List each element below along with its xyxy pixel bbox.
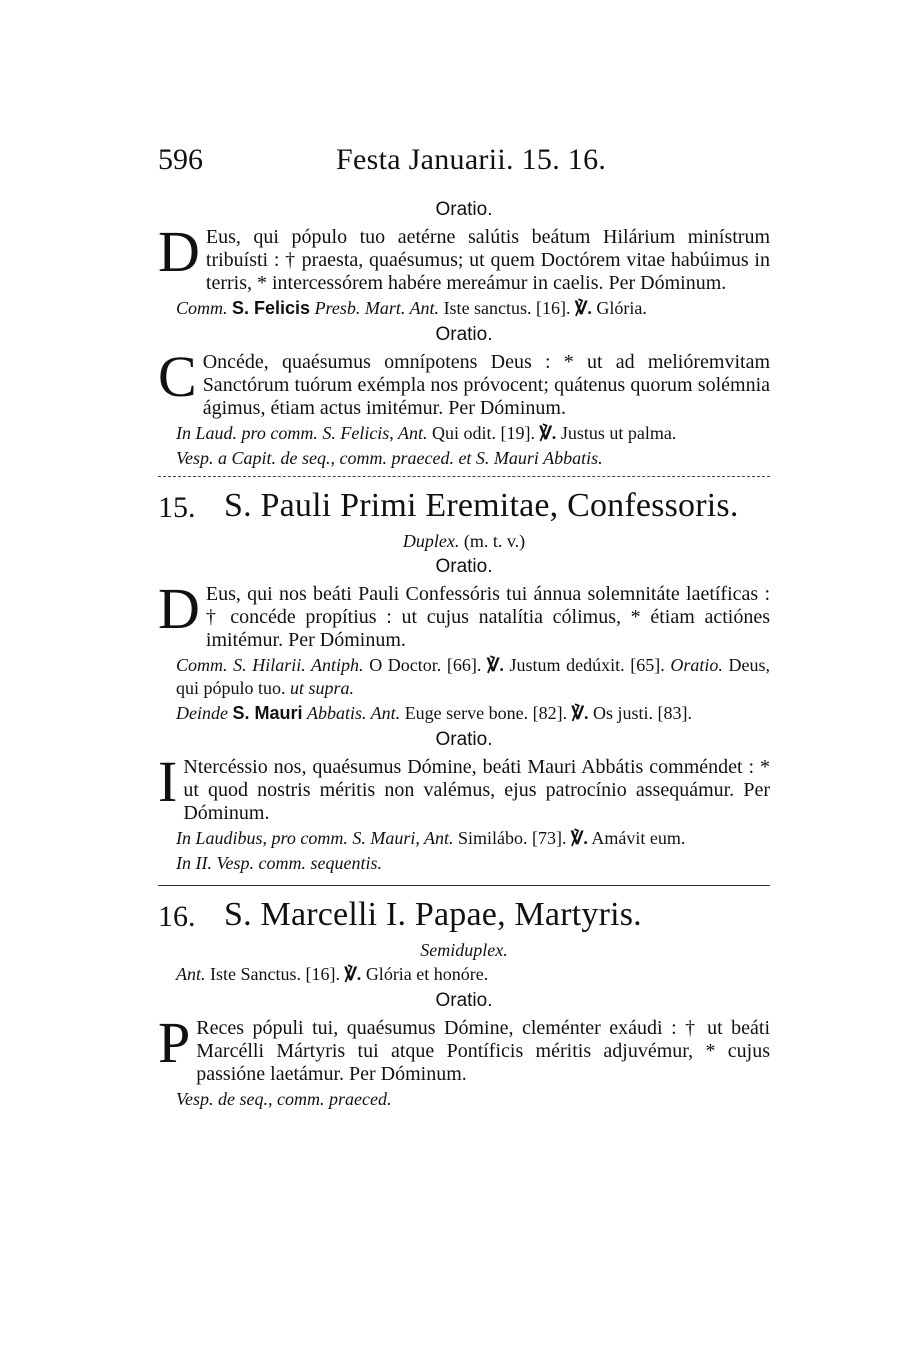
oratio-heading: Oratio. (435, 990, 493, 1011)
oratio-heading: Oratio. (435, 729, 493, 750)
feast-number: 16. (158, 900, 196, 933)
rubric-italic: Deinde (176, 703, 228, 723)
page-body (158, 195, 770, 1113)
prayer-text: Ntercéssio nos, quaésumus Dómine, beáti Mauri Abbátis comméndet : * ut quod nostris méritis non valémus, ejus patrocínio assequámur. Per Dóminum. (183, 756, 770, 824)
running-title: Festa Januarii. 15. 16. (336, 143, 607, 176)
prayer-paragraph (158, 219, 770, 295)
versicle-symbol: ℣. (571, 703, 589, 723)
versicle-symbol: ℣. (539, 423, 557, 443)
versicle-symbol: ℣. (575, 298, 592, 318)
versicle-symbol: ℣. (571, 828, 588, 848)
rubric-italic: Comm. (176, 298, 228, 318)
versicle-text: Amávit eum. (591, 828, 686, 848)
feast-rank (158, 940, 770, 961)
page-number: 596 (158, 143, 203, 176)
commemoration-rubric (158, 297, 770, 320)
versicle-text: Os justi. [83]. (592, 703, 692, 723)
prayer-text: Eus, qui nos beáti Pauli Confessóris tui ánnua solemnitáte laetíficas : † concéde propítius : ut cujus natalítia cólimus, * étiam actiónes imitémur. Per Dóminum. (205, 583, 770, 651)
commemoration-rubric (158, 654, 770, 700)
rubric-italic: Abbatis. Ant. (307, 703, 401, 723)
vespers-rubric (158, 447, 770, 470)
antiphon-text: Iste Sanctus. [16]. (210, 964, 340, 984)
prayer-paragraph (158, 1010, 770, 1086)
antiphon-text: Qui odit. [19]. (431, 423, 535, 443)
rubric-italic: Comm. S. Hilarii. Antiph. (176, 655, 364, 675)
commemoration-rubric (158, 702, 770, 725)
antiphon-text: Iste sanctus. [16]. (443, 298, 571, 318)
feast-title-15 (158, 487, 770, 531)
prayer-text: Oncéde, quaésumus omnípotens Deus : * ut ad melióremvitam Sanctórum tuórum exémpla nos próvocent; quátenus quorum solémnia ágimus, étiam actus imitémur. Per Dóminum. (202, 351, 770, 419)
rubric-italic: In II. Vesp. comm. sequentis. (176, 853, 382, 873)
oratio-incipit: Deus, qui pópulo tuo. (176, 655, 771, 698)
rubric-italic: In Laud. pro comm. S. Felicis, Ant. (176, 423, 428, 443)
rubric-italic: In Laudibus, pro comm. S. Mauri, Ant. (176, 828, 454, 848)
versicle-text: Glória et honóre. (365, 964, 489, 984)
vespers-rubric (158, 1088, 770, 1111)
rubric-italic: Vesp. a Capit. de seq., comm. praeced. et S. Mauri Abbatis. (176, 448, 603, 468)
drop-capital: D (158, 219, 200, 284)
feast-name: S. Marcelli I. Papae, Martyris. (224, 896, 642, 933)
versicle-text: Glória. (596, 298, 647, 318)
oratio-heading: Oratio. (435, 324, 493, 345)
drop-capital: C (158, 344, 197, 409)
prayer-paragraph (158, 576, 770, 652)
saint-name: S. Felicis (232, 298, 311, 318)
antiphon-text: O Doctor. [66]. (369, 655, 482, 675)
page-header (158, 143, 770, 183)
rubric-italic: ut supra. (290, 678, 355, 698)
rank-detail: (m. t. v.) (463, 531, 526, 551)
versicle-text: Justum dedúxit. [65]. (509, 655, 665, 675)
versicle-symbol: ℣. (344, 964, 362, 984)
rubric-italic: Vesp. de seq., comm. praeced. (176, 1089, 392, 1109)
rubric-italic: Ant. (176, 964, 206, 984)
versicle-text: Justus ut palma. (560, 423, 677, 443)
antiphon-text: Similábo. [73]. (458, 828, 567, 848)
prayer-paragraph (158, 749, 770, 825)
feast-name: S. Pauli Primi Eremitae, Confessoris. (224, 487, 739, 524)
rank-label: Duplex. (402, 531, 460, 551)
feast-rank (158, 531, 770, 552)
feast-number: 15. (158, 491, 196, 524)
section-divider (158, 885, 770, 886)
rank-label: Semiduplex. (420, 940, 508, 960)
saint-name: S. Mauri (232, 703, 303, 723)
drop-capital: D (158, 576, 200, 641)
drop-capital: P (158, 1010, 191, 1075)
section-divider (158, 476, 770, 477)
antiphon-text: Euge serve bone. [82]. (404, 703, 568, 723)
prayer-paragraph (158, 344, 770, 420)
rubric-italic: Presb. Mart. Ant. (314, 298, 440, 318)
rubric-italic: Oratio. (670, 655, 723, 675)
oratio-heading: Oratio. (435, 556, 493, 577)
versicle-symbol: ℣. (487, 655, 504, 675)
antiphon-rubric (158, 963, 770, 986)
prayer-text: Reces pópuli tui, quaésumus Dómine, cleménter exáudi : † ut beáti Marcélli Mártyris tui atque Pontíficis méritis adjuvémur, * cujus passióne laetámur. Per Dóminum. (196, 1017, 770, 1085)
lauds-rubric (158, 422, 770, 445)
vespers-rubric (158, 852, 770, 875)
prayer-text: Eus, qui pópulo tuo aetérne salútis beátum Hilárium minístrum tribuísti : † praesta, quaésumus; ut quem Doctórem vitae habúimus in terris, * intercessórem habére mereámur in caelis. Per Dóminum. (205, 226, 770, 294)
oratio-heading: Oratio. (435, 199, 493, 220)
lauds-rubric (158, 827, 770, 850)
feast-title-16 (158, 896, 770, 940)
drop-capital: I (158, 749, 178, 814)
